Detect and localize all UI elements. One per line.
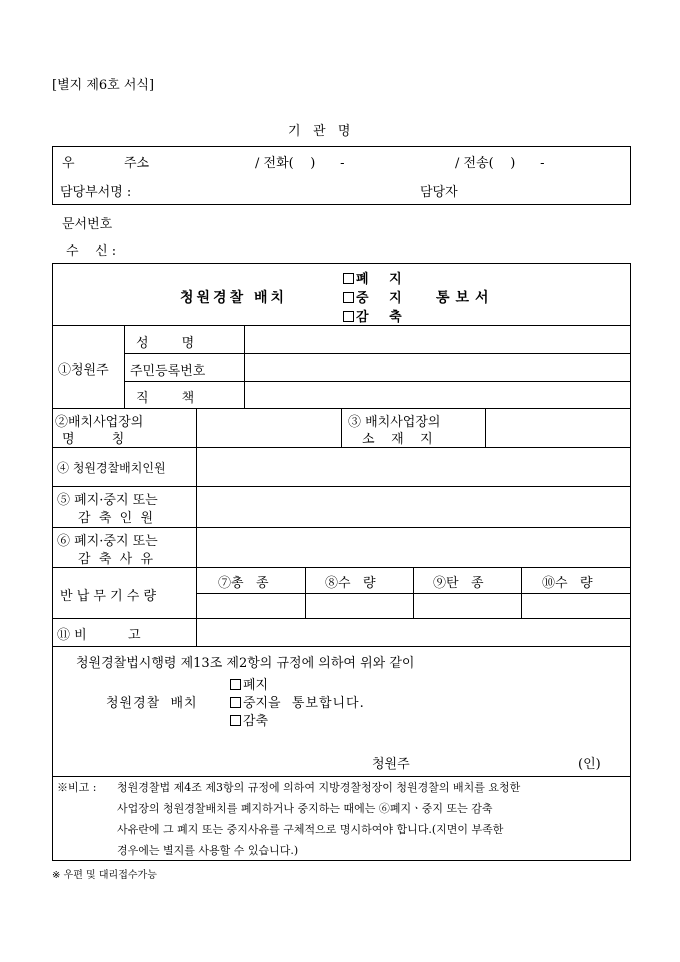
statement-right: 을 통보합니다.: [268, 696, 365, 711]
return-weapons-label: 반 납 무 기 수 량: [60, 589, 157, 604]
title-left: 청원경찰 배치: [180, 290, 288, 306]
title-right: 통보서: [436, 290, 495, 306]
checkbox-icon: [343, 292, 354, 303]
seal-label: (인): [578, 757, 601, 772]
footer-note: ※ 우편 및 대리접수가능: [52, 870, 157, 881]
fax-label: / 전송( ) -: [455, 156, 545, 171]
note-line-2: 사업장의 청원경찰배치를 폐지하거나 중지하는 때에는 ⑥폐지ㆍ중지 또는 감축: [117, 802, 493, 815]
recipient-label: 수 신 :: [66, 244, 117, 259]
title-option-suspend: 중 지: [343, 287, 410, 306]
reduction-reason-label-1: ⑥ 폐지·중지 또는: [57, 534, 158, 549]
form-id: [별지 제6호 서식]: [52, 78, 155, 93]
checkbox-icon: [230, 679, 241, 690]
statement-option-suspend: 중지: [230, 692, 268, 711]
checkbox-icon: [343, 273, 354, 284]
signer-label: 청원주: [372, 757, 410, 772]
org-name: 기 관 명: [288, 124, 351, 139]
note-line-4: 경우에는 별지를 사용할 수 있습니다.): [117, 844, 299, 857]
phone-label: / 전화( ) -: [255, 156, 345, 171]
ammo-type-header: ⑨탄 종: [433, 576, 484, 591]
position-label: 직 책: [136, 391, 195, 406]
weapon-type-header: ⑦총 종: [218, 576, 269, 591]
note-line-3: 사유란에 그 폐지 또는 중지사유를 구체적으로 명시하여야 합니다.(지면이 부족한: [117, 823, 504, 836]
note-line-1: 청원경찰법 제4조 제3항의 규정에 의하여 지방경찰청장이 청원경찰의 배치를 요청한: [117, 781, 521, 794]
person-label: 담당자: [420, 185, 458, 200]
title-option-abolish: 폐 지: [343, 268, 410, 287]
remarks-label: ⑪ 비 고: [57, 628, 141, 643]
applicant-group-label: ①청원주: [58, 363, 109, 378]
reduction-count-label-1: ⑤ 폐지·중지 또는: [57, 493, 158, 508]
statement-left: 청원경찰 배치: [106, 696, 198, 711]
weapon-qty-header: ⑧수 량: [325, 576, 376, 591]
site-name-label-2: 명 칭: [62, 432, 125, 447]
guard-count-label: ④ 청원경찰배치인원: [57, 461, 166, 475]
reduction-reason-label-2: 감 축 사 유: [78, 552, 154, 567]
statement-option-reduce: 감축: [230, 710, 268, 729]
name-label: 성 명: [136, 336, 195, 351]
ammo-qty-header: ⑩수 량: [542, 576, 593, 591]
checkbox-icon: [230, 715, 241, 726]
note-prefix: ※비고 :: [57, 781, 97, 794]
site-location-label-2: 소 재 지: [362, 432, 433, 447]
reduction-count-label-2: 감 축 인 원: [78, 511, 154, 526]
address-label: 주소: [124, 156, 150, 171]
dept-label: 담당부서명 :: [60, 185, 132, 200]
site-location-label-1: ③ 배치사업장의: [348, 415, 441, 430]
title-option-reduce: 감 축: [343, 306, 410, 325]
checkbox-icon: [343, 311, 354, 322]
statement-line: 청원경찰법시행령 제13조 제2항의 규정에 의하여 위와 같이: [76, 656, 415, 671]
site-name-label-1: ②배치사업장의: [55, 415, 144, 430]
zip-label: 우: [62, 156, 75, 171]
statement-option-abolish: 폐지: [230, 674, 268, 693]
doc-number-label: 문서번호: [62, 217, 113, 232]
checkbox-icon: [230, 697, 241, 708]
id-number-label: 주민등록번호: [130, 364, 206, 379]
